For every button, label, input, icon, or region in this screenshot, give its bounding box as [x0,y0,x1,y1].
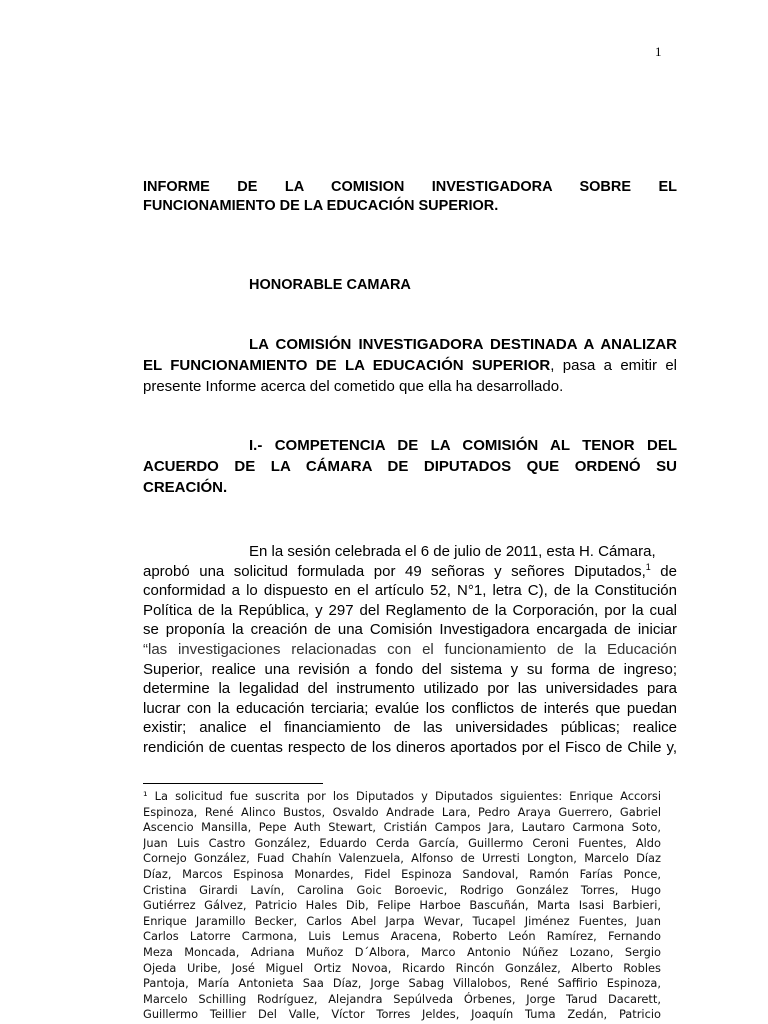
footnote-line: Carlos Latorre Carmona, Luis Lemus Aracena, Roberto León Ramírez, Fernando [143,929,661,944]
title-line-2: FUNCIONAMIENTO DE LA EDUCACIÓN SUPERIOR. [143,198,499,214]
footnote-line: Meza Moncada, Adriana Muñoz D´Albora, Marco Antonio Núñez Lozano, Sergio [143,944,661,959]
footnote-line: Cristina Girardi Lavín, Carolina Goic Boroevic, Rodrigo González Torres, Hugo [143,882,661,897]
intro-paragraph [143,334,677,397]
body-line-10: existir; analice el financiamiento de las universidades públicas; realice [143,719,677,737]
footnote [143,789,661,1023]
title-line-1: INFORME DE LA COMISION INVESTIGADORA SOBRE EL [143,179,677,195]
intro-line-2 [143,355,677,376]
body-line-2-text: aprobó una solicitud formulada por 49 señoras y señores Diputados, [143,562,646,580]
body-line-5: se proponía la creación de una Comisión Investigadora encargada de iniciar [143,621,677,639]
body-line-2 [143,562,677,582]
body-line-4: Política de la República, y 297 del Reglamento de la Corporación, por la cual [143,601,677,619]
footnote-line: Ojeda Uribe, José Miguel Ortiz Novoa, Ricardo Rincón González, Alberto Robles [143,960,661,975]
body-line-8: determine la legalidad del instrumento utilizado por las universidades para [143,680,677,698]
body-line-9: lucrar con la educación terciaria; evalúe los conflictos de interés que puedan [143,699,677,717]
footnote-line: Pantoja, María Antonieta Saa Díaz, Jorge Sabag Villalobos, René Saffirio Espinoza, [143,976,661,991]
footnote-line: Díaz, Marcos Espinosa Monardes, Fidel Espinoza Sandoval, Ramón Farías Ponce, [143,866,661,881]
footnote-line: Gutiérrez Gálvez, Patricio Hales Dib, Felipe Harboe Bascuñán, Marta Isasi Barbieri, [143,898,661,913]
footnote-reference[interactable]: 1 [645,561,651,572]
section-line-1: I.- COMPETENCIA DE LA COMISIÓN AL TENOR DEL [249,437,677,454]
intro-regular-text: , pasa a emitir el [550,357,677,374]
intro-line-1: LA COMISIÓN INVESTIGADORA DESTINADA A ANALIZAR [249,336,677,353]
body-line-3: conformidad a lo dispuesto en el artículo 52, N°1, letra C), de la Constitución [143,582,677,600]
footnote-line: Espinoza, René Alinco Bustos, Osvaldo Andrade Lara, Pedro Araya Guerrero, Gabriel [143,804,661,819]
document-title [143,178,677,216]
footnote-line: ¹ La solicitud fue suscrita por los Diputados y Diputados siguientes: Enrique Accorsi [143,789,661,803]
intro-bold-text: EL FUNCIONAMIENTO DE LA EDUCACIÓN SUPERIOR [143,357,551,374]
body-line-1: En la sesión celebrada el 6 de julio de 2011, esta H. Cámara, [249,543,656,560]
body-paragraph [143,542,677,758]
page-number: 1 [655,44,662,59]
section-line-2: ACUERDO DE LA CÁMARA DE DIPUTADOS QUE ORDENÓ SU [143,458,677,475]
section-heading [143,435,677,498]
footnote-line: Marcelo Schilling Rodríguez, Alejandra Sepúlveda Órbenes, Jorge Tarud Dacarett, [143,991,661,1006]
footnote-line: Ascencio Mansilla, Pepe Auth Stewart, Cristián Campos Jara, Lautaro Carmona Soto, [143,820,661,835]
salutation: HONORABLE CAMARA [249,277,411,293]
footnote-separator [143,783,323,784]
footnote-line: Juan Luis Castro González, Eduardo Cerda García, Guillermo Ceroni Fuentes, Aldo [143,835,661,850]
footnote-line: Enrique Jaramillo Becker, Carlos Abel Jarpa Wevar, Tucapel Jiménez Fuentes, Juan [143,913,661,928]
section-line-3: CREACIÓN. [143,479,228,496]
body-line-2-end: de [650,562,677,580]
footnote-line: Guillermo Teillier Del Valle, Víctor Torres Jeldes, Joaquín Tuma Zedán, Patricio [143,1007,661,1022]
footnote-line: Cornejo González, Fuad Chahín Valenzuela, Alfonso de Urresti Longton, Marcelo Díaz [143,851,661,866]
body-line-7: Superior, realice una revisión a fondo del sistema y su forma de ingreso; [143,660,677,678]
intro-line-3: presente Informe acerca del cometido que ella ha desarrollado. [143,378,564,395]
body-line-11: rendición de cuentas respecto de los dineros aportados por el Fisco de Chile y, [143,738,677,756]
body-line-6: “las investigaciones relacionadas con el funcionamiento de la Educación [143,640,677,658]
